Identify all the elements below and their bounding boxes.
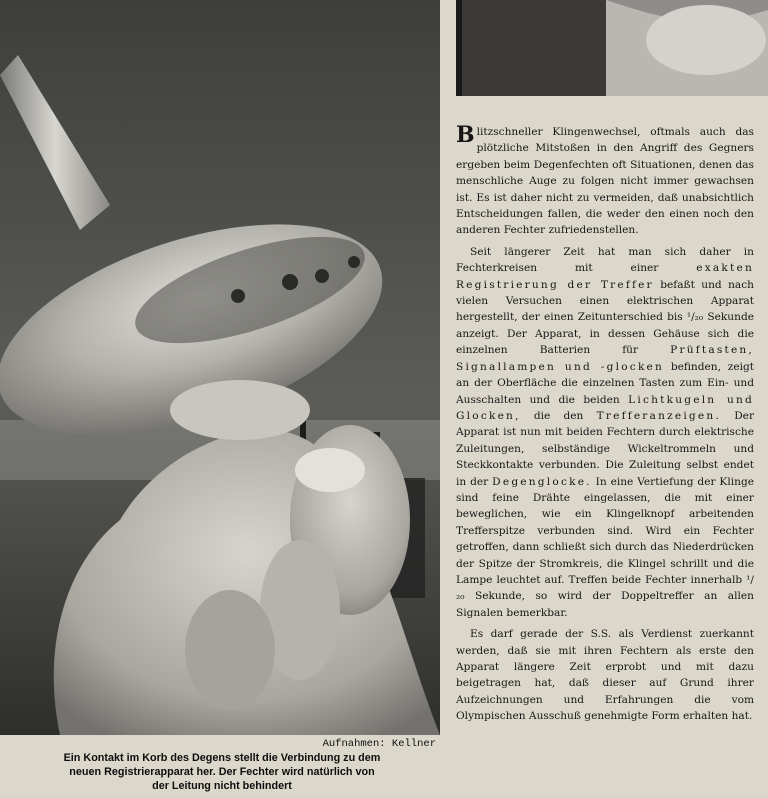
emphasis-text: exakten Registrierung der Treffer [456,262,754,291]
photo-credit: Aufnahmen: Kellner [322,738,436,750]
paragraph-text: befaßt und nach vielen Versuchen einen elektrischen Apparat hergestellt, der einen Zeitunterschied bis ¹/₂₀ Sekunde anzeigt. Der Apparat, in dessen Gehäuse sich die einzelnen Batterien für [456,278,754,357]
paragraph-text: die den [533,409,584,422]
fencer-photo [456,0,768,96]
emphasis-text: Prüftasten, Signallampen und -glocken [456,344,755,373]
drop-cap: B [456,122,475,148]
article-paragraph [456,124,754,239]
caption-line: der Leitung nicht behindert [152,780,292,792]
top-photograph [456,0,768,96]
emphasis-text: Degenglocke. [492,475,592,488]
emphasis-text: Lichtkugeln und Glocken, [456,393,754,422]
article-body [456,124,754,730]
caption-line: neuen Registrierapparat her. Der Fechter wird natürlich von [69,766,375,778]
emphasis-text: Trefferanzeigen. [596,409,721,422]
paragraph-text: In eine Vertiefung der Klinge sind feine Drähte eingelassen, die mit einer beweglichen, wie ein Klingelknopf arbeitenden Trefferspitze verbunden sind. Wird ein Fechter getroffen, dann schließt sich durch das Niederdrücken der Spitze der Stromkreis, die Klingel schrillt und die Lampe leuchtet auf. Treffen beide Fechter innerhalb ¹/₂₀ Sekunde, so wird der Doppeltreffer an allen Signalen bemerkbar. [456,475,754,619]
paragraph-text: befinden, zeigt an der Oberfläche die einzelnen Tasten zum Ein- und Ausschalten und die beiden [456,360,755,406]
photo-caption [4,751,440,793]
caption-line: Ein Kontakt im Korb des Degens stellt die Verbindung zu dem [63,752,381,764]
article-paragraph [456,244,754,621]
paragraph-text: Seit längerer Zeit hat man sich daher in Fechterkreisen mit einer [456,245,754,275]
paragraph-text: Der Apparat ist nun mit beiden Fechtern durch elektrische Zuleitungen, selbständige Wickeltrommeln und Steckkontakte verbunden. Die Zuleitung selbst endet in der [456,409,755,488]
article-paragraph: Es darf gerade der S.S. als Verdienst zuerkannt werden, daß sie mit ihren Fechtern als erste den Apparat längere Zeit erprobt und mit dazu beigetragen hat, daß dieser auf Grund ihrer Aufzeichnungen und Erfahrungen die vom Olympischen Ausschuß genehmigte Form erhalten hat. [456,628,754,723]
paragraph-text: litzschneller Klingenwechsel, oftmals auch das plötzliche Mitstoßen in den Angriff des Gegners ergeben beim Degenfechten oft Situationen, denen das menschliche Auge zu folgen nicht immer gewachsen ist. Es ist daher nicht zu vermeiden, daß unabsichtlich Entscheidungen fallen, die weder den einen noch den anderen Fechter zufriedenstellen. [456,126,754,237]
